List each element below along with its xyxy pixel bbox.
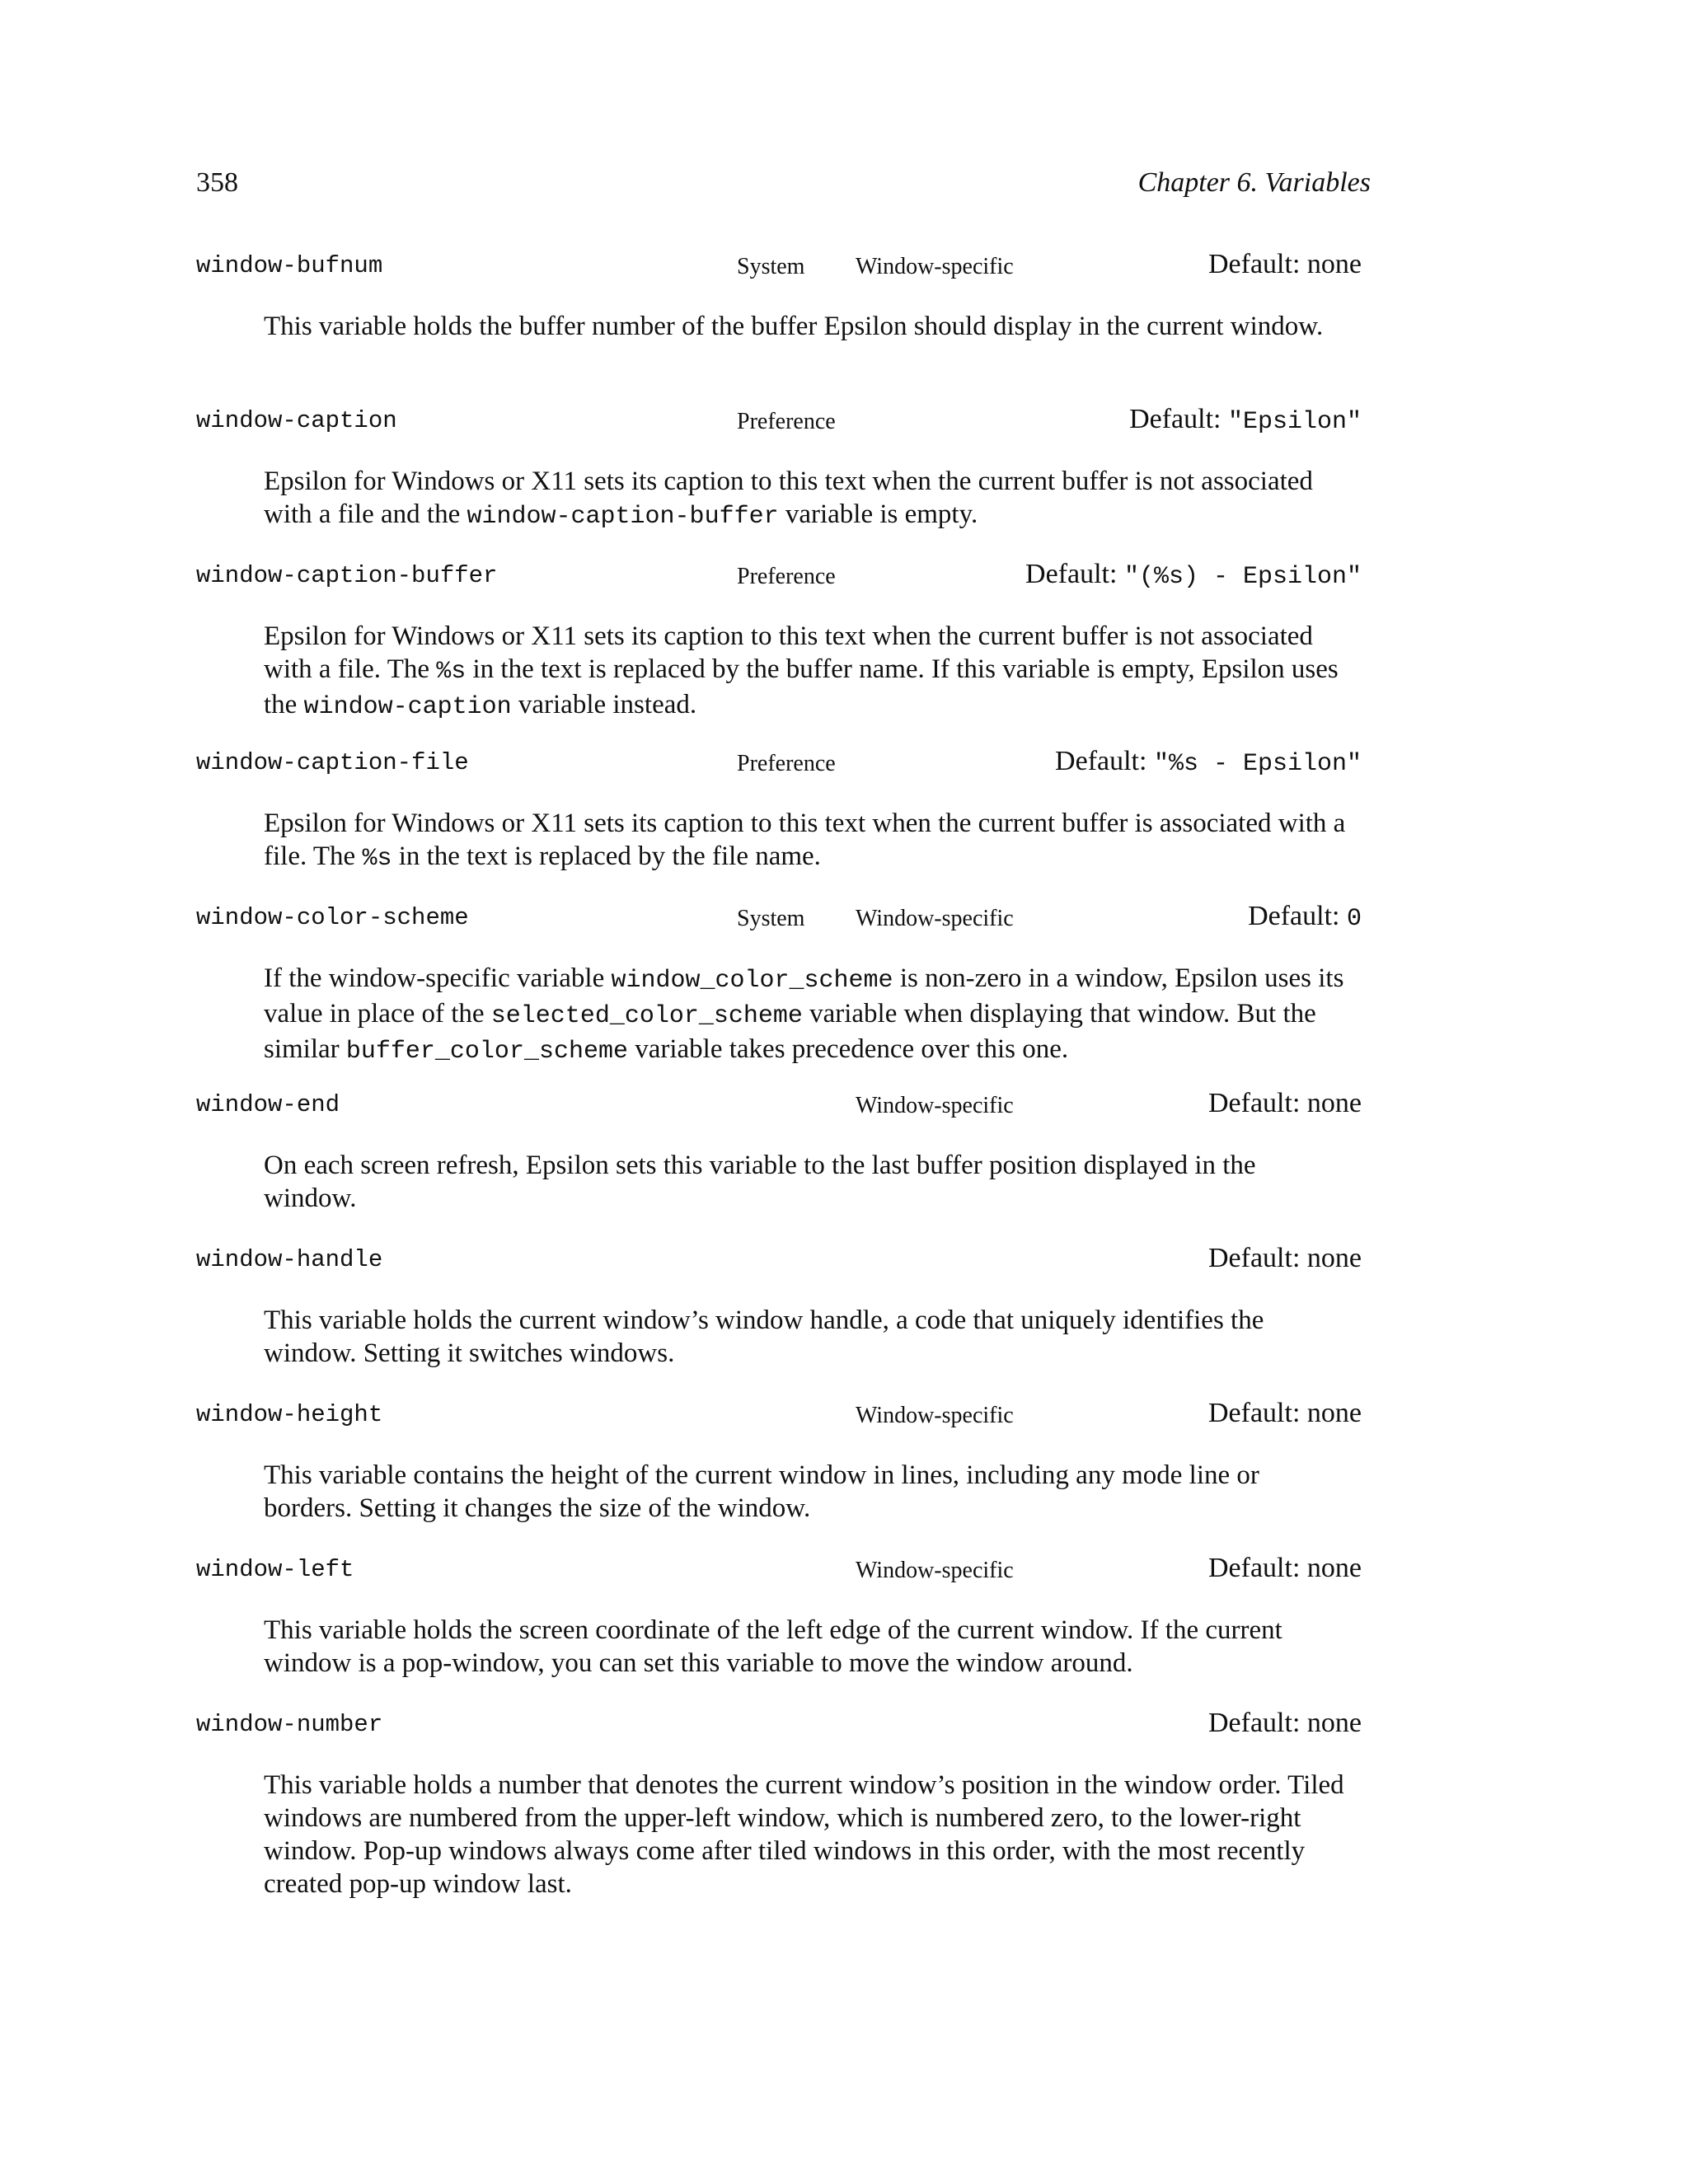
- description-text: variable instead.: [511, 690, 697, 719]
- description-text: variable is empty.: [778, 499, 978, 529]
- entry-header: [196, 901, 1375, 937]
- default-text: none: [1306, 1708, 1362, 1738]
- variable-description: [264, 310, 1352, 343]
- default-text: none: [1306, 249, 1362, 279]
- default-text: none: [1306, 1398, 1362, 1428]
- description-text: variable when displaying that window. But the similar: [264, 999, 1316, 1064]
- inline-code: window_color_scheme: [611, 967, 893, 995]
- variable-description: [264, 620, 1352, 724]
- description-text: If the window-specific variable: [264, 963, 612, 993]
- variable-description: [264, 1459, 1352, 1525]
- default-text: none: [1306, 1088, 1362, 1118]
- variable-description: [264, 465, 1352, 533]
- page-number: 358: [196, 167, 238, 198]
- default-label: Default:: [1025, 559, 1124, 589]
- variable-name: window-height: [196, 1401, 383, 1428]
- description-text: This variable holds the buffer number of the buffer Epsilon should display in the current window.: [264, 312, 1324, 341]
- inline-code: buffer_color_scheme: [345, 1038, 628, 1066]
- variable-description: [264, 1149, 1352, 1215]
- variable-kind: Preference: [737, 409, 836, 434]
- entry-header: [196, 1088, 1375, 1124]
- default-label: Default:: [1208, 1088, 1307, 1118]
- variable-name: window-bufnum: [196, 252, 383, 279]
- default-label: Default:: [1248, 901, 1347, 931]
- inline-code: window-caption-buffer: [467, 503, 779, 531]
- entry-header: [196, 1243, 1375, 1279]
- variable-kind: System: [737, 254, 805, 279]
- default-label: Default:: [1129, 404, 1228, 434]
- description-text: Epsilon for Windows or X11 sets its caption to this text when the current buffer is not associated with a file. The: [264, 621, 1313, 684]
- entry-header: [196, 746, 1375, 782]
- description-text: Epsilon for Windows or X11 sets its caption to this text when the current buffer is associated with a file. The: [264, 808, 1346, 871]
- default-value: [1208, 1708, 1362, 1739]
- default-text: none: [1306, 1553, 1362, 1583]
- variable-name: window-end: [196, 1091, 340, 1118]
- variable-kind: Preference: [737, 564, 836, 589]
- variable-description: [264, 807, 1352, 875]
- description-text: This variable contains the height of the current window in lines, including any mode line or borders. Setting it changes the size of the window.: [264, 1460, 1259, 1523]
- default-text: "(%s) - Epsilon": [1123, 563, 1362, 591]
- variable-name: window-caption: [196, 407, 397, 434]
- variable-name: window-color-scheme: [196, 904, 469, 931]
- variable-scope: Window-specific: [856, 254, 1014, 279]
- default-value: [1055, 746, 1362, 778]
- entry-header: [196, 1708, 1375, 1744]
- description-text: in the text is replaced by the file name.: [392, 841, 821, 871]
- default-label: Default:: [1208, 1243, 1307, 1273]
- variable-name: window-left: [196, 1556, 354, 1583]
- default-value: [1208, 1553, 1362, 1584]
- description-text: This variable holds the current window’s window handle, a code that uniquely identifies the window. Setting it switches windows.: [264, 1305, 1264, 1368]
- variable-kind: System: [737, 906, 805, 931]
- default-label: Default:: [1208, 1553, 1307, 1583]
- running-head: Chapter 6. Variables: [1137, 167, 1371, 198]
- entry-header: [196, 404, 1375, 440]
- variable-entry: [196, 1243, 1375, 1370]
- default-text: "Epsilon": [1227, 408, 1362, 436]
- variable-description: [264, 962, 1352, 1068]
- variable-name: window-caption-buffer: [196, 562, 498, 589]
- default-value: [1129, 404, 1362, 436]
- inline-code: %s: [436, 658, 467, 686]
- variable-entry: [196, 746, 1375, 875]
- inline-code: %s: [362, 845, 392, 873]
- variable-description: [264, 1769, 1352, 1900]
- description-text: variable takes precedence over this one.: [627, 1034, 1069, 1064]
- variable-entry: [196, 249, 1375, 343]
- default-value: [1208, 249, 1362, 280]
- description-text: This variable holds the screen coordinate of the left edge of the current window. If the current window is a pop-window, you can set this variable to move the window around.: [264, 1615, 1282, 1678]
- description-text: Epsilon for Windows or X11 sets its caption to this text when the current buffer is not associated with a file and the: [264, 466, 1313, 529]
- variable-name: window-caption-file: [196, 749, 469, 776]
- default-label: Default:: [1208, 1398, 1307, 1428]
- description-text: in the text is replaced by the buffer name. If this variable is empty, Epsilon uses the: [264, 654, 1339, 719]
- variable-scope: Window-specific: [856, 1403, 1014, 1428]
- variable-description: [264, 1614, 1352, 1680]
- description-text: This variable holds a number that denotes the current window’s position in the window order. Tiled windows are numbered from the upper-left window, which is numbered zero, to the lower-right window. Pop-up windows always come after tiled windows in this order, with the most recently created pop-up window last.: [264, 1770, 1344, 1899]
- entry-header: [196, 559, 1375, 595]
- variable-scope: Window-specific: [856, 1558, 1014, 1583]
- variable-description: [264, 1304, 1352, 1370]
- default-label: Default:: [1208, 249, 1307, 279]
- entry-header: [196, 249, 1375, 285]
- variable-entry: [196, 1088, 1375, 1215]
- default-value: [1208, 1398, 1362, 1429]
- default-value: [1208, 1243, 1362, 1274]
- variable-entry: [196, 1398, 1375, 1525]
- variable-kind: Preference: [737, 751, 836, 776]
- default-text: none: [1306, 1243, 1362, 1273]
- variable-entry: [196, 901, 1375, 1068]
- default-value: [1025, 559, 1362, 591]
- default-value: [1208, 1088, 1362, 1119]
- inline-code: window-caption: [303, 693, 512, 721]
- variable-scope: Window-specific: [856, 906, 1014, 931]
- default-label: Default:: [1208, 1708, 1307, 1738]
- variable-entry: [196, 1553, 1375, 1680]
- description-text: is non-zero in a window, Epsilon uses its value in place of the: [264, 963, 1344, 1029]
- variable-name: window-number: [196, 1711, 383, 1738]
- variable-scope: Window-specific: [856, 1093, 1014, 1118]
- default-value: [1248, 901, 1362, 933]
- default-label: Default:: [1055, 746, 1154, 776]
- variable-entry: [196, 404, 1375, 533]
- default-text: 0: [1346, 905, 1362, 933]
- variable-entry: [196, 559, 1375, 724]
- variable-entry: [196, 1708, 1375, 1900]
- description-text: On each screen refresh, Epsilon sets this variable to the last buffer position displayed in the window.: [264, 1151, 1256, 1213]
- default-text: "%s - Epsilon": [1153, 750, 1362, 778]
- variable-name: window-handle: [196, 1246, 383, 1273]
- page-header: [196, 167, 1371, 209]
- inline-code: selected_color_scheme: [490, 1002, 803, 1030]
- entry-header: [196, 1553, 1375, 1589]
- entry-header: [196, 1398, 1375, 1434]
